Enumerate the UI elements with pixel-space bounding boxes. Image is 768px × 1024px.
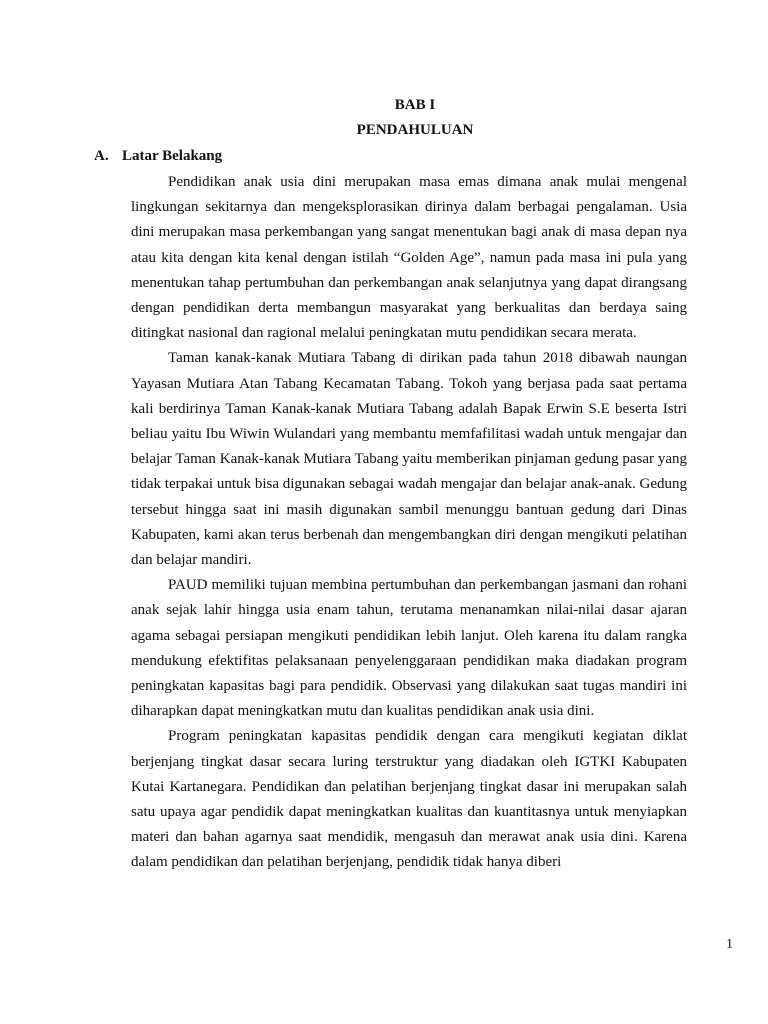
page-number: 1 xyxy=(726,937,733,952)
section-letter: A. xyxy=(94,148,109,164)
section-title: Latar Belakang xyxy=(122,148,223,164)
body-text xyxy=(131,170,687,876)
paragraph: PAUD memiliki tujuan membina pertumbuhan dan perkembangan jasmani dan rohani anak sejak lahir hingga usia enam tahun, terutama menanamkan nilai-nilai dasar ajaran agama sebagai persiapan mengikuti pendidikan lebih lanjut. Oleh karena itu dalam rangka mendukung efektifitas pelaksanaan penyelenggaraan pendidikan maka diadakan program peningkatan kapasitas bagi para pendidik. Observasi yang dilakukan saat tugas mandiri ini diharapkan dapat meningkatkan mutu dan kualitas pendidikan anak usia dini. xyxy=(131,577,687,720)
paragraph: Pendidikan anak usia dini merupakan masa emas dimana anak mulai mengenal lingkungan sekitarnya dan mengeksplorasikan dirinya dalam berbagai pengalaman. Usia dini merupakan masa perkembangan yang sangat menentukan bagi anak di masa depan nya atau kita dengan kita kenal dengan istilah “Golden Age”, namun pada masa ini pula yang menentukan tahap pertumbuhan dan perkembangan anak selanjutnya yang dapat dirangsang dengan pendidikan derta membangun masyarakat yang berkualitas dan berdaya saing ditingkat nasional dan ragional melalui peningkatan mutu pendidikan secara merata. xyxy=(131,174,687,342)
paragraph: Program peningkatan kapasitas pendidik dengan cara mengikuti kegiatan diklat berjenjang tingkat dasar secara luring terstruktur yang diadakan oleh IGTKI Kabupaten Kutai Kartanegara. Pendidikan dan pelatihan berjenjang tingkat dasar ini merupakan salah satu upaya agar pendidik dapat meningkatkan kualitas dan kuantitasnya untuk menyiapkan materi dan bahan agarnya saat mendidik, mengasuh dan merawat anak usia dini. Karena dalam pendidikan dan pelatihan berjenjang, pendidik tidak hanya diberi xyxy=(131,728,687,871)
chapter-number: BAB I xyxy=(394,97,436,113)
paragraph: Taman kanak-kanak Mutiara Tabang di dirikan pada tahun 2018 dibawah naungan Yayasan Mutiara Atan Tabang Kecamatan Tabang. Tokoh yang berjasa pada saat pertama kali berdirinya Taman Kanak-kanak Mutiara Tabang adalah Bapak Erwin S.E beserta Istri beliau yaitu Ibu Wiwin Wulandari yang membantu memfafilitasi wadah untuk mengajar dan belajar Taman Kanak-kanak Mutiara Tabang yaitu memberikan pinjaman gedung pasar yang tidak terpakai untuk bisa digunakan sebagai wadah mengajar dan belajar anak-anak. Gedung tersebut hingga saat ini masih digunakan sambil menunggu bantuan gedung dari Dinas Kabupaten, kami akan terus berbenah dan mengembangkan diri dengan mengikuti pelatihan dan belajar mandiri. xyxy=(131,350,687,569)
chapter-title: PENDAHULUAN xyxy=(356,122,474,138)
section-heading xyxy=(94,147,222,165)
